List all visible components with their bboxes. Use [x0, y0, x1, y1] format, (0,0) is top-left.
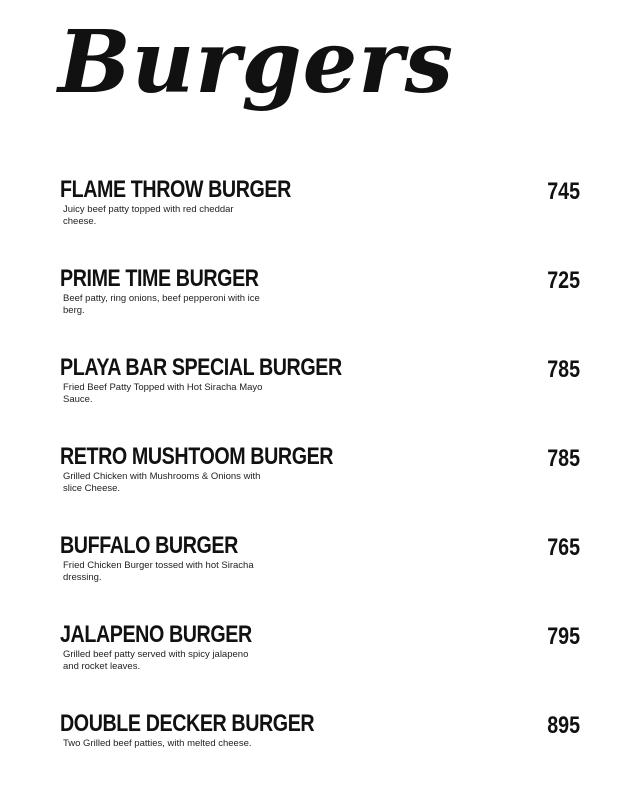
- menu-item-flame-throw-burger: [60, 176, 580, 265]
- menu-item-jalapeno-burger: [60, 621, 580, 710]
- item-description: Beef patty, ring onions, beef pepperoni with ice berg.: [63, 293, 260, 316]
- menu-item-retro-mushtoom-burger: [60, 443, 580, 532]
- item-price: 745: [547, 178, 580, 205]
- item-price: 765: [547, 534, 580, 561]
- item-description: Grilled beef patty served with spicy jalapeno and rocket leaves.: [63, 649, 249, 672]
- item-price: 785: [547, 445, 580, 472]
- item-name: PRIME TIME BURGER: [60, 265, 259, 292]
- page-title: Burgers: [58, 12, 455, 113]
- item-description: Fried Beef Patty Topped with Hot Siracha Mayo Sauce.: [63, 382, 263, 405]
- item-price: 795: [547, 623, 580, 650]
- item-name: FLAME THROW BURGER: [60, 176, 291, 203]
- item-name: JALAPENO BURGER: [60, 621, 252, 648]
- menu-item-playa-bar-special-burger: [60, 354, 580, 443]
- item-name: RETRO MUSHTOOM BURGER: [60, 443, 334, 470]
- item-name: BUFFALO BURGER: [60, 532, 238, 559]
- item-description: Juicy beef patty topped with red cheddar cheese.: [63, 204, 234, 227]
- menu-list: [60, 176, 580, 799]
- item-price: 895: [547, 712, 580, 739]
- menu-item-buffalo-burger: [60, 532, 580, 621]
- menu-item-double-decker-burger: [60, 710, 580, 799]
- item-description: Fried Chicken Burger tossed with hot Siracha dressing.: [63, 560, 254, 583]
- item-price: 785: [547, 356, 580, 383]
- item-name: PLAYA BAR SPECIAL BURGER: [60, 354, 342, 381]
- menu-item-prime-time-burger: [60, 265, 580, 354]
- item-price: 725: [547, 267, 580, 294]
- item-description: Grilled Chicken with Mushrooms & Onions with slice Cheese.: [63, 471, 261, 494]
- item-name: DOUBLE DECKER BURGER: [60, 710, 315, 737]
- item-description: Two Grilled beef patties, with melted cheese.: [63, 738, 252, 749]
